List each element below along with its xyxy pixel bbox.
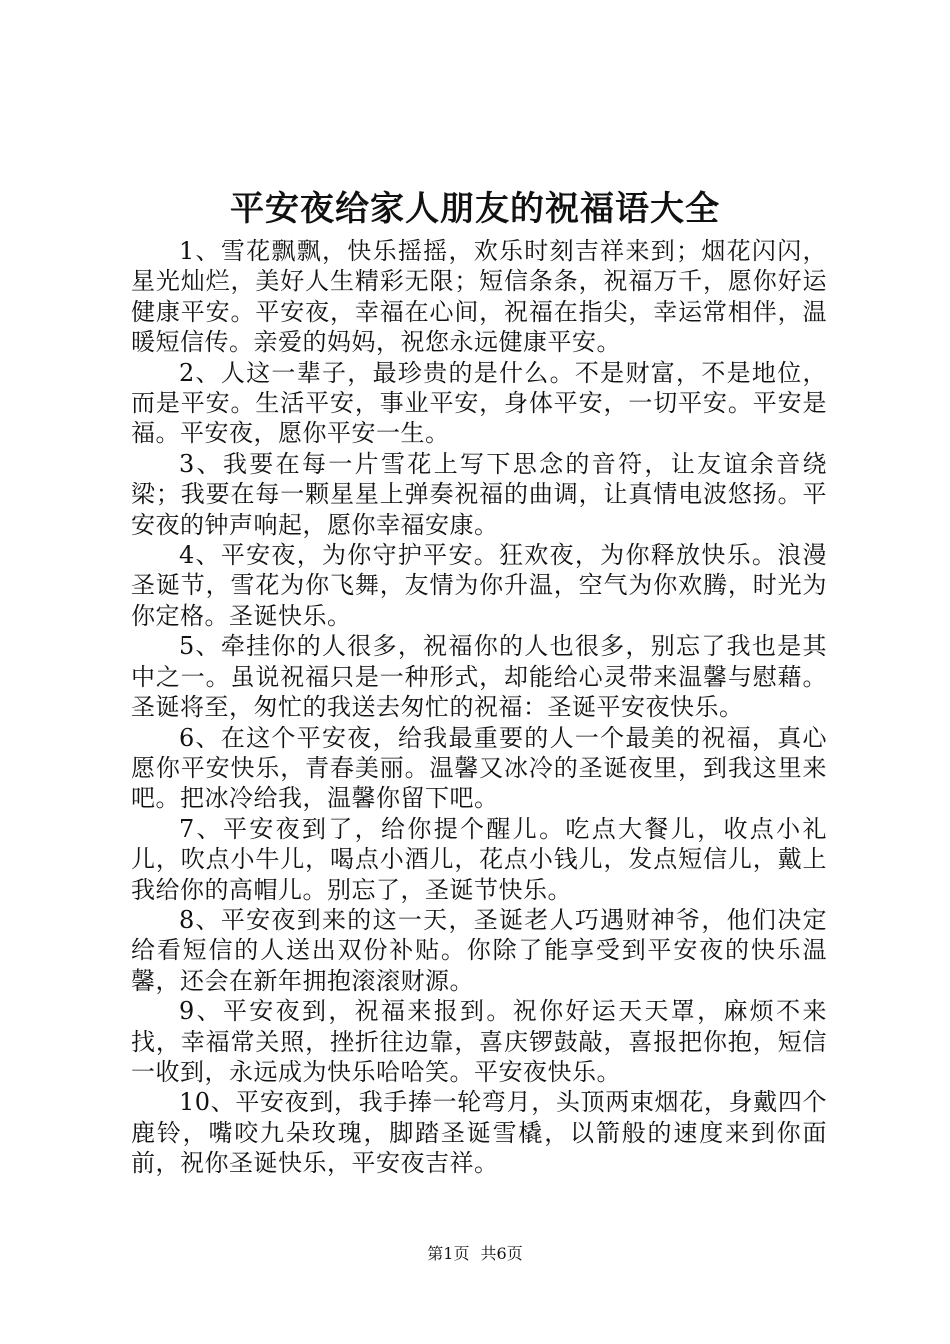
paragraph-4: 4、平安夜，为你守护平安。狂欢夜，为你释放快乐。浪漫圣诞节，雪花为你飞舞，友情为你升温，空气为你欢腾，时光为你定格。圣诞快乐。: [131, 541, 827, 630]
paragraph-3: 3、我要在每一片雪花上写下思念的音符，让友谊余音绕梁；我要在每一颗星星上弹奏祝福的曲调，让真情电波悠扬。平安夜的钟声响起，愿你幸福安康。: [131, 449, 827, 539]
page-footer: [0, 1243, 950, 1265]
page-count: 共6页: [480, 1244, 523, 1263]
page-number: 第1页: [427, 1244, 470, 1263]
document-body: [131, 236, 827, 1179]
paragraph-2: 2、人这一辈子，最珍贵的是什么。不是财富，不是地位，而是平安。生活平安，事业平安，身体平安，一切平安。平安是福。平安夜，愿你平安一生。: [131, 358, 827, 448]
paragraph-1: 1、雪花飘飘，快乐摇摇，欢乐时刻吉祥来到；烟花闪闪，星光灿烂，美好人生精彩无限；短信条条，祝福万千，愿你好运健康平安。平安夜，幸福在心间，祝福在指尖，幸运常相伴，温暖短信传。亲爱的妈妈，祝您永远健康平安。: [131, 237, 827, 357]
paragraph-8: 8、平安夜到来的这一天，圣诞老人巧遇财神爷，他们决定给看短信的人送出双份补贴。你除了能享受到平安夜的快乐温馨，还会在新年拥抱滚滚财源。: [131, 905, 827, 995]
paragraph-10: 10、平安夜到，我手捧一轮弯月，头顶两束烟花，身戴四个鹿铃，嘴咬九朵玫瑰，脚踏圣诞雪橇，以箭般的速度来到你面前，祝你圣诞快乐，平安夜吉祥。: [131, 1088, 827, 1178]
page-title: 平安夜给家人朋友的祝福语大全: [230, 189, 720, 229]
paragraph-9: 9、平安夜到，祝福来报到。祝你好运天天罩，麻烦不来找，幸福常关照，挫折往边靠，喜庆锣鼓敲，喜报把你抱，短信一收到，永远成为快乐哈哈笑。平安夜快乐。: [131, 997, 827, 1086]
paragraph-5: 5、牵挂你的人很多，祝福你的人也很多，别忘了我也是其中之一。虽说祝福只是一种形式，却能给心灵带来温馨与慰藉。圣诞将至，匆忙的我送去匆忙的祝福：圣诞平安夜快乐。: [131, 632, 827, 722]
paragraph-7: 7、平安夜到了，给你提个醒儿。吃点大餐儿，收点小礼儿，吹点小牛儿，喝点小酒儿，花点小钱儿，发点短信儿，戴上我给你的高帽儿。别忘了，圣诞节快乐。: [131, 814, 827, 904]
paragraph-6: 6、在这个平安夜，给我最重要的人一个最美的祝福，真心愿你平安快乐，青春美丽。温馨又冰冷的圣诞夜里，到我这里来吧。把冰冷给我，温馨你留下吧。: [131, 723, 827, 813]
